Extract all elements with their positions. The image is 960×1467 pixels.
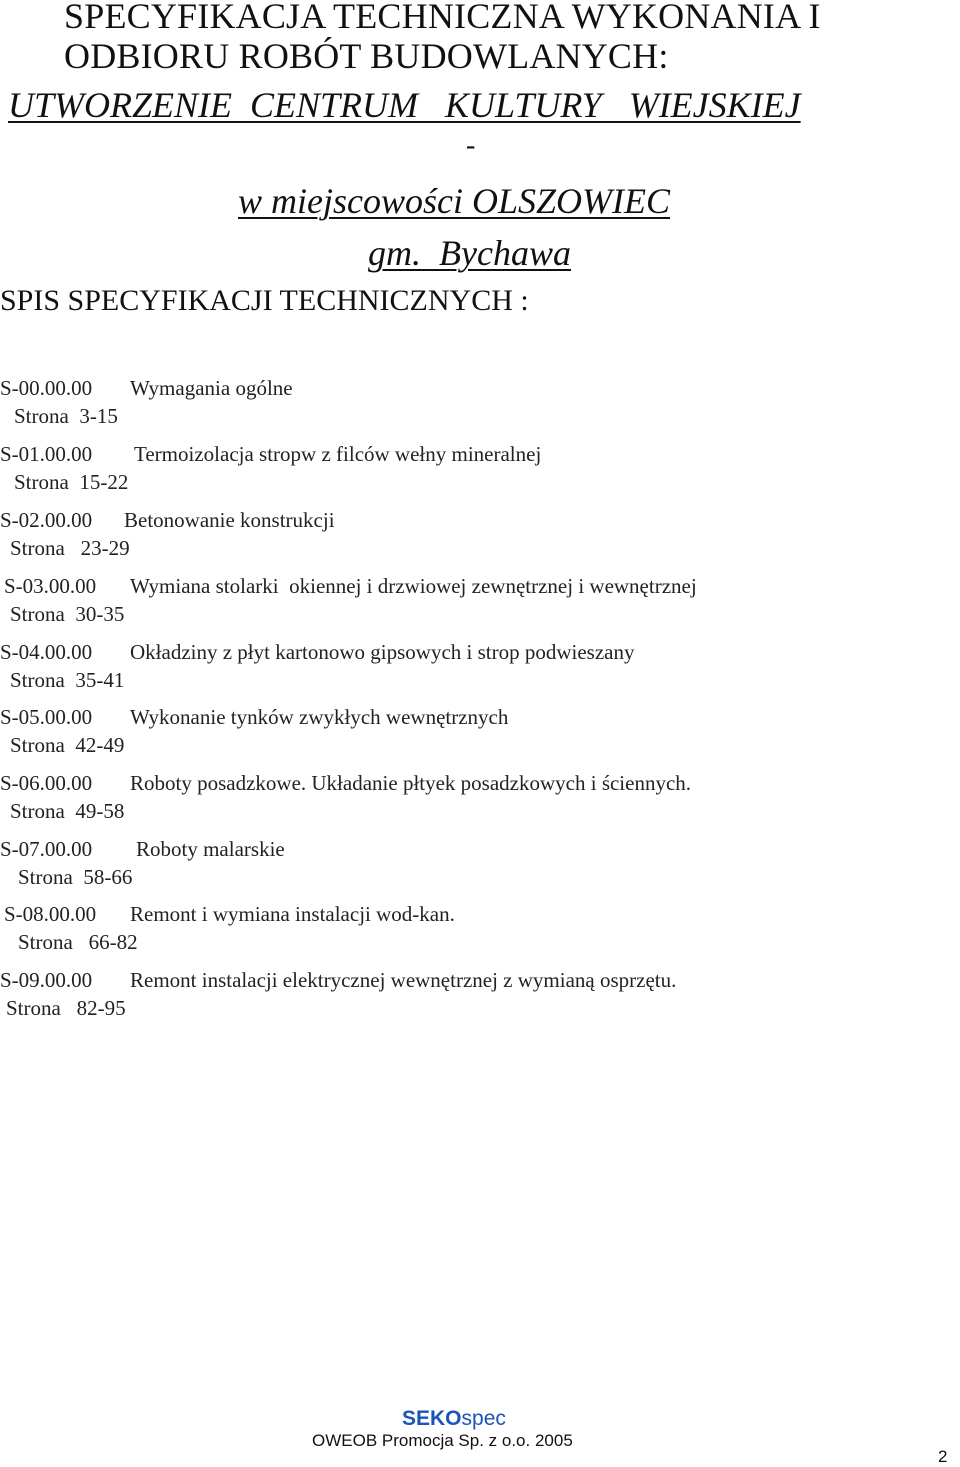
sekospec-logo <box>402 1407 506 1431</box>
spec-code: S-06.00.00 <box>0 771 93 795</box>
spec-pages: Strona 42-49 <box>10 733 125 757</box>
municipality-line: gm. Bychawa <box>368 233 571 273</box>
spec-pages: Strona 35-41 <box>10 668 125 692</box>
spec-title: Wykonanie tynków zwykłych wewnętrznych <box>130 705 509 729</box>
spec-code: S-02.00.00 <box>0 508 93 532</box>
spec-pages: Strona 30-35 <box>10 602 125 626</box>
publisher-text: OWEOB Promocja Sp. z o.o. 2005 <box>312 1431 573 1450</box>
spec-code: S-00.00.00 <box>0 376 93 400</box>
spec-title: Remont instalacji elektrycznej wewnętrznej z wymianą osprzętu. <box>130 968 677 992</box>
spec-pages: Strona 66-82 <box>18 930 138 954</box>
page-number: 2 <box>938 1447 948 1466</box>
heading-line-2: ODBIORU ROBÓT BUDOWLANYCH: <box>64 36 669 76</box>
spec-title: Roboty posadzkowe. Układanie płtyek posadzkowych i ściennych. <box>130 771 692 795</box>
logo-bold: SEKO <box>402 1407 462 1430</box>
spec-code: S-09.00.00 <box>0 968 93 992</box>
spec-pages: Strona 15-22 <box>14 470 129 494</box>
spec-code: S-03.00.00 <box>4 574 97 598</box>
heading-line-1: SPECYFIKACJA TECHNICZNA WYKONANIA I <box>64 0 821 36</box>
spec-title: Betonowanie konstrukcji <box>124 508 335 532</box>
spec-code: S-04.00.00 <box>0 640 93 664</box>
spec-code: S-05.00.00 <box>0 705 93 729</box>
spec-code: S-01.00.00 <box>0 442 93 466</box>
spec-title: Termoizolacja stropw z filców wełny mineralnej <box>134 442 542 466</box>
spec-title: Roboty malarskie <box>136 837 285 861</box>
spec-pages: Strona 49-58 <box>10 799 125 823</box>
spec-pages: Strona 58-66 <box>18 865 133 889</box>
location-line: w miejscowości OLSZOWIEC <box>238 181 670 221</box>
project-title: UTWORZENIE CENTRUM KULTURY WIEJSKIEJ <box>8 85 801 125</box>
spec-title: Remont i wymiana instalacji wod-kan. <box>130 902 455 926</box>
spec-title: Wymiana stolarki okiennej i drzwiowej zewnętrznej i wewnętrznej <box>130 574 697 598</box>
spec-pages: Strona 82-95 <box>6 996 126 1020</box>
spec-title: Okładziny z płyt kartonowo gipsowych i strop podwieszany <box>130 640 635 664</box>
spec-pages: Strona 23-29 <box>10 536 130 560</box>
toc-title: SPIS SPECYFIKACJI TECHNICZNYCH : <box>0 284 529 317</box>
spec-code: S-07.00.00 <box>0 837 93 861</box>
title-separator: - <box>466 130 476 161</box>
spec-code: S-08.00.00 <box>4 902 97 926</box>
logo-light: spec <box>461 1407 506 1430</box>
spec-pages: Strona 3-15 <box>14 404 118 428</box>
spec-title: Wymagania ogólne <box>130 376 293 400</box>
